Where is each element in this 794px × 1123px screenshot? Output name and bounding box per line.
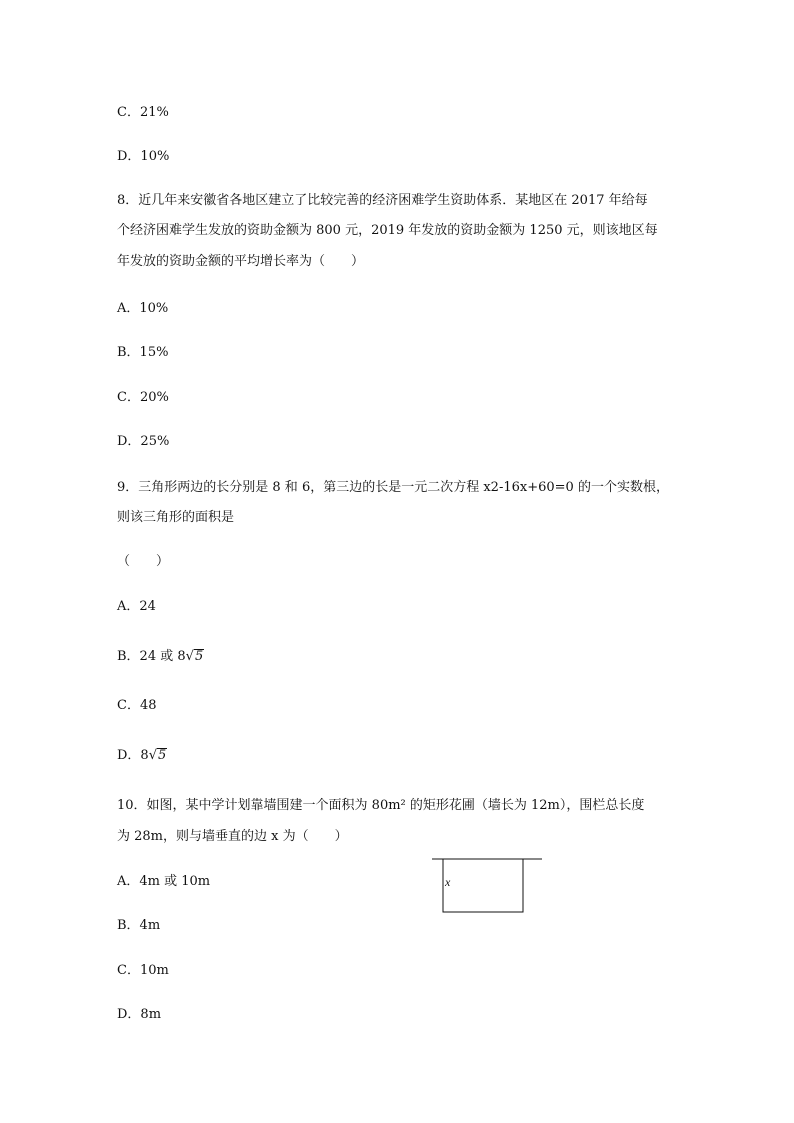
sqrt-symbol: √5: [148, 748, 167, 763]
q10-figure: [432, 856, 544, 920]
q9-stem-line-2: 则该三角形的面积是: [117, 510, 235, 525]
q8-option-c: C．20%: [117, 390, 169, 405]
q9-option-d: [117, 747, 167, 765]
q10-figure-svg: [432, 856, 544, 920]
q10-option-b: B．4m: [117, 918, 161, 933]
q9-option-d-radicand: 5: [158, 748, 167, 763]
q8-option-d: D．25%: [117, 434, 170, 449]
q10-option-a: A．4m 或 10m: [117, 874, 211, 889]
q9-option-d-prefix: D．8: [117, 748, 149, 763]
q9-option-b-radicand: 5: [194, 649, 204, 664]
q10-option-d: D．8m: [117, 1007, 162, 1022]
q10-option-c: C．10m: [117, 963, 169, 978]
q9-option-a: A．24: [117, 599, 156, 614]
q8-stem-line-2: 个经济困难学生发放的资助金额为 800 元，2019 年发放的资助金额为 1250 元，则该地区每: [117, 223, 658, 238]
q10-figure-label: x: [445, 875, 451, 889]
q8-option-a: A．10%: [117, 301, 169, 316]
sqrt-symbol: √5: [185, 649, 204, 664]
q8-option-b: B．15%: [117, 345, 169, 360]
q9-option-b: [117, 648, 204, 666]
q10-stem-line-2: 为 28m，则与墙垂直的边 x 为（ ）: [117, 829, 348, 844]
q9-option-c: C．48: [117, 698, 157, 713]
q7-option-d: D．10%: [117, 149, 170, 164]
q9-option-b-prefix: B．24 或 8: [117, 649, 186, 664]
garden-rectangle: [443, 859, 523, 912]
q7-option-c: C．21%: [117, 105, 169, 120]
q10-stem-line-1: 10．如图，某中学计划靠墙围建一个面积为 80m² 的矩形花圃（墙长为 12m），围栏总长度: [117, 798, 645, 813]
q8-stem-line-1: 8．近几年来安徽省各地区建立了比较完善的经济困难学生资助体系．某地区在 2017 年给每: [117, 193, 648, 208]
q8-stem-line-3: 年发放的资助金额的平均增长率为（ ）: [117, 254, 365, 269]
q9-stem-line-3: （ ）: [117, 554, 170, 569]
q9-stem-line-1: 9．三角形两边的长分别是 8 和 6，第三边的长是一元二次方程 x2-16x+60=0 的一个实数根，: [117, 480, 669, 495]
